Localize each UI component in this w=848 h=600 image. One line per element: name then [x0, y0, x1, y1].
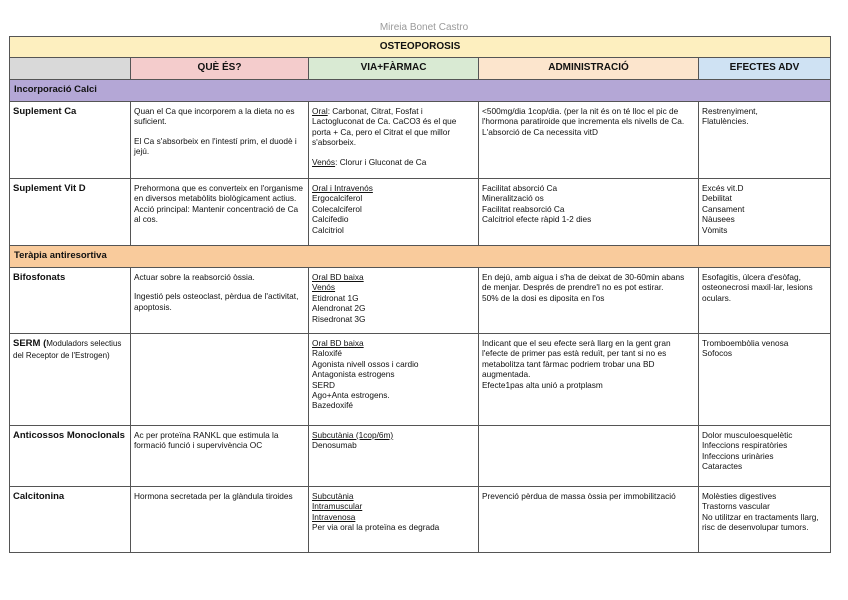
table-row-suplement-ca: [10, 102, 831, 179]
text-line: Molèsties digestives: [702, 491, 777, 501]
author-name: Mireia Bonet Castro: [379, 22, 469, 33]
cell-que-es: [131, 487, 309, 553]
table-row-bifosfonats: [10, 268, 831, 334]
row-name-sub: Moduladors selectius del Receptor de l'Estrogen): [13, 339, 122, 360]
text-line: Dolor musculoesquelètic: [702, 430, 793, 440]
cell-que-es: [131, 426, 309, 487]
text-line: Ago+Anta estrogens.: [312, 390, 390, 401]
text-line: Indicant que el seu efecte serà llarg en la gent gran l'efecte de primer pas està reduït, per tant si no es metabolitza tant fàrmac podriem trobar una BD augmentada.: [482, 338, 671, 380]
osteoporosis-table: [9, 36, 831, 553]
text-line: Ergocalciferol: [312, 193, 363, 204]
text-line: Ingestió pels osteoclast, pèrdua de l'activitat, apoptosis.: [134, 291, 299, 312]
text-line: Risedronat 3G: [312, 313, 366, 324]
cell-que-es: [131, 179, 309, 246]
cell-efectes: [699, 179, 831, 246]
text-line: Trastorns vascular: [702, 501, 770, 512]
text-line: Acció principal: Mantenir concentració de Ca al cos.: [134, 203, 299, 225]
section-title-calci: Incorporació Calci: [10, 80, 831, 102]
text-line: Esofagitis, úlcera d'esòfag, osteonecrosi maxil·lar, lesions oculars.: [702, 272, 813, 303]
text-line: Hormona secretada per la glàndula tiroides: [134, 491, 293, 501]
cell-efectes: [699, 102, 831, 179]
cell-via: [309, 102, 479, 179]
text-line: Infeccions urinàries: [702, 450, 774, 461]
text-line: Nàusees: [702, 214, 735, 225]
cell-efectes: [699, 334, 831, 426]
text-line: Antagonista estrogens: [312, 369, 395, 380]
cell-via: [309, 268, 479, 334]
text-line: Sofocos: [702, 348, 732, 359]
text-line: Excés vit.D: [702, 183, 744, 193]
via-label: Oral BD baixa: [312, 272, 364, 282]
cell-administracio: [479, 268, 699, 334]
text-line: En dejú, amb aigua i s'ha de deixat de 30-60min abans de menjar. Després de prendre'l no es pot estirar.: [482, 272, 685, 293]
text-line: SERD: [312, 379, 336, 390]
text-line: Debilitat: [702, 193, 732, 204]
header-row: [10, 58, 831, 80]
row-name: Bifosfonats: [10, 268, 131, 334]
via-label: Subcutània (1cop/6m): [312, 430, 394, 440]
table-row-anticossos: [10, 426, 831, 487]
via-label: Intravenosa: [312, 511, 356, 522]
text-line: Facilitat reabsorció Ca: [482, 203, 565, 214]
table-title: OSTEOPOROSIS: [10, 37, 831, 58]
row-name: Anticossos Monoclonals: [10, 426, 131, 487]
text-line: L'absorció de Ca necessita vitD: [482, 126, 598, 137]
text-line: Alendronat 2G: [312, 303, 366, 314]
cell-via: [309, 487, 479, 553]
cell-administracio: [479, 179, 699, 246]
via-oral-text: : Carbonat, Citrat, Fosfat i Lactogluconat de Ca. CaCO3 és el que porta + Ca, pero el Citrat el que millor s'absorbeix.: [312, 106, 457, 148]
cell-que-es: [131, 268, 309, 334]
header-que-es: QUÈ ÉS?: [131, 58, 309, 80]
header-efectes-adv: EFECTES ADV: [699, 58, 831, 80]
text-line: Bazedoxifé: [312, 400, 354, 411]
row-name: Suplement Ca: [10, 102, 131, 179]
section-row-antiresortiva: [10, 246, 831, 268]
row-name: [10, 334, 131, 426]
section-title-antiresortiva: Teràpia antiresortiva: [10, 246, 831, 268]
header-via-farmac: VIA+FÀRMAC: [309, 58, 479, 80]
via-label: Oral i Intravenós: [312, 183, 373, 193]
text-line: Per via oral la proteïna es degrada: [312, 522, 440, 533]
text-line: Prehormona que es converteix en l'organisme en diversos metabòlits biològicament actius.: [134, 183, 303, 204]
via-oral-label: Oral: [312, 106, 328, 116]
text-line: Cataractes: [702, 461, 743, 472]
row-name: Suplement Vit D: [10, 179, 131, 246]
cell-via: [309, 334, 479, 426]
text-line: Flatulències.: [702, 116, 749, 127]
text-line: <500mg/dia 1cop/dia. (per la nit és on té lloc el pic de l'hormona paratiroide que incrementa els nivells de Ca.: [482, 106, 685, 127]
row-name-main: SERM (: [13, 338, 47, 349]
text-line: Ac per proteïna RANKL que estimula la formació funció i supervivència OC: [134, 430, 279, 451]
cell-efectes: [699, 487, 831, 553]
text-line: Agonista nivell ossos i cardio: [312, 358, 419, 369]
table-row-serm: [10, 334, 831, 426]
text-line: 50% de la dosi es diposita en l'os: [482, 292, 605, 303]
text-line: Facilitat absorció Ca: [482, 183, 558, 193]
header-blank: [10, 58, 131, 80]
text-line: Calcitriol efecte ràpid 1-2 dies: [482, 214, 592, 225]
via-venos-label: Venós: [312, 156, 336, 167]
table-row-suplement-vitd: [10, 179, 831, 246]
text-line: Denosumab: [312, 440, 357, 451]
text-line: No utilitzar en tractaments llarg, risc de desenvolupar tumors.: [702, 511, 819, 533]
text-line: Mineralització os: [482, 193, 544, 204]
cell-administracio: [479, 487, 699, 553]
text-line: Calcitriol: [312, 224, 344, 235]
via-label: Venós: [312, 282, 336, 293]
cell-administracio: [479, 426, 699, 487]
text-line: Efecte1pas alta unió a protplasm: [482, 379, 603, 390]
cell-administracio: [479, 102, 699, 179]
title-row: [10, 37, 831, 58]
cell-via: [309, 179, 479, 246]
text-line: Actuar sobre la reabsorció òssia.: [134, 272, 255, 282]
via-label: Intramuscular: [312, 501, 363, 512]
text-line: Etidronat 1G: [312, 292, 359, 303]
section-row-calci: [10, 80, 831, 102]
text-line: Calcifedio: [312, 214, 349, 225]
via-venos-text: : Clorur i Gluconat de Ca: [335, 156, 427, 167]
text-line: El Ca s'absorbeix en l'intestí prim, el duodè i jejú.: [134, 135, 297, 157]
via-label: Subcutània: [312, 491, 354, 501]
text-line: Tromboembòlia venosa: [702, 338, 789, 348]
text-line: Prevenció pèrdua de massa òssia per immobilització: [482, 491, 676, 501]
cell-administracio: [479, 334, 699, 426]
cell-que-es: [131, 102, 309, 179]
cell-efectes: [699, 268, 831, 334]
header-administracio: ADMINISTRACIÓ: [479, 58, 699, 80]
text-line: Quan el Ca que incorporem a la dieta no es suficient.: [134, 106, 295, 127]
text-line: Vòmits: [702, 224, 728, 235]
cell-efectes: [699, 426, 831, 487]
text-line: Colecalciferol: [312, 203, 362, 214]
table-row-calcitonina: [10, 487, 831, 553]
text-line: Cansament: [702, 203, 745, 214]
text-line: Restrenyiment,: [702, 106, 758, 116]
cell-via: [309, 426, 479, 487]
cell-que-es: [131, 334, 309, 426]
text-line: Infeccions respiratòries: [702, 440, 788, 451]
text-line: Raloxifé: [312, 348, 342, 359]
row-name: Calcitonina: [10, 487, 131, 553]
via-label: Oral BD baixa: [312, 338, 364, 348]
